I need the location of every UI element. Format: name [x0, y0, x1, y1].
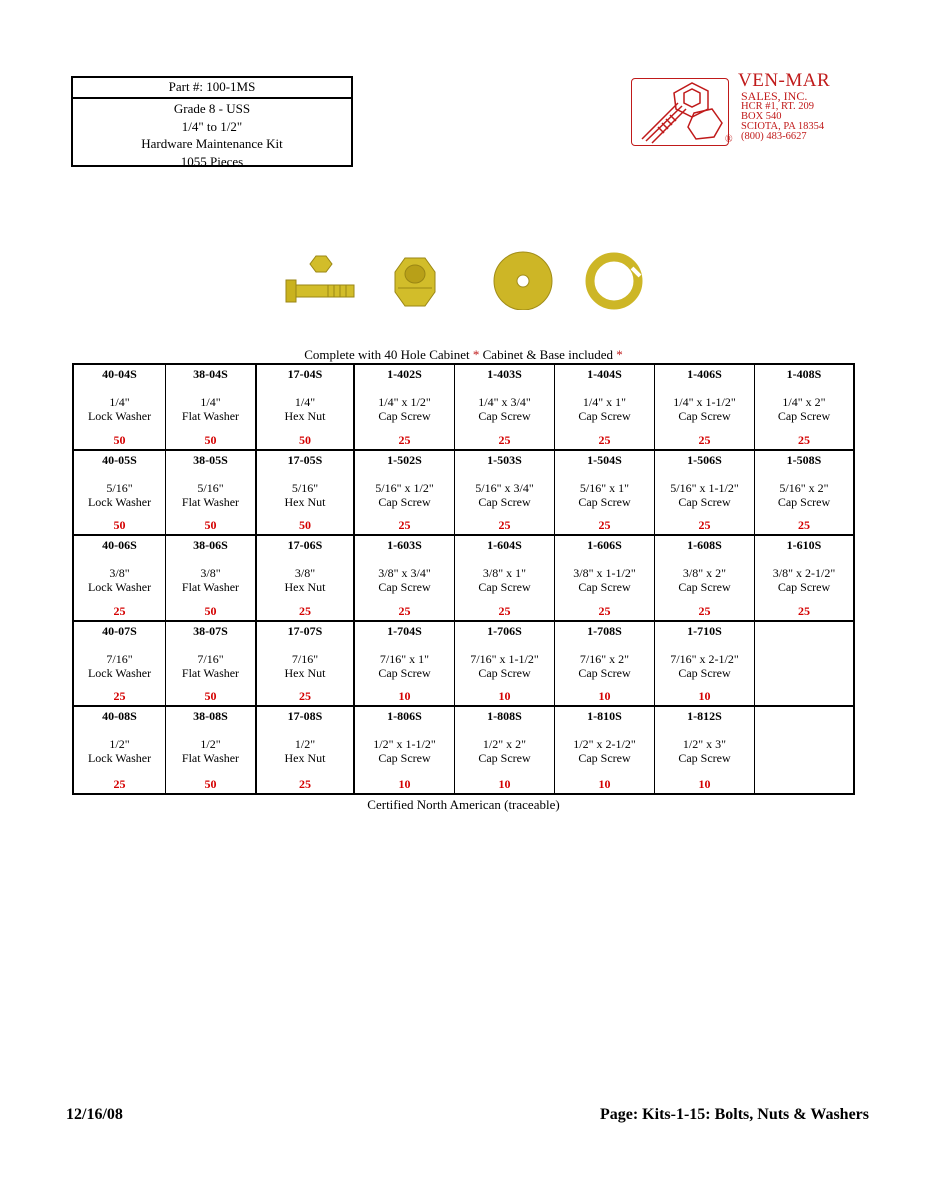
part-code: 1-704S [387, 623, 422, 638]
part-quantity: 25 [698, 518, 711, 533]
part-code: 40-04S [102, 367, 137, 381]
part-code: 1-408S [786, 367, 822, 381]
part-cell [455, 622, 555, 708]
part-cell [455, 707, 555, 793]
part-cell [655, 707, 755, 793]
part-size: 3/8" [200, 566, 221, 581]
flat-washer-icon [494, 252, 552, 310]
part-quantity: 50 [204, 603, 217, 618]
part-size: 1/4" [294, 395, 316, 409]
part-cell [257, 365, 355, 451]
part-code: 1-504S [587, 452, 622, 467]
part-quantity: 25 [498, 603, 511, 618]
part-quantity: 50 [204, 689, 217, 704]
part-quantity: 25 [113, 603, 126, 618]
part-quantity: 50 [204, 776, 217, 791]
part-size: 3/8" [294, 566, 316, 581]
part-code: 1-406S [687, 367, 722, 381]
part-description: Cap Screw [777, 409, 831, 423]
part-code: 1-706S [487, 623, 522, 638]
part-size: 3/8" x 1" [482, 566, 527, 581]
part-size: 3/8" x 1-1/2" [573, 566, 636, 581]
certified-caption: Certified North American (traceable) [367, 797, 560, 812]
part-quantity: 10 [598, 689, 611, 704]
caption-star: * [616, 347, 623, 362]
part-code [755, 622, 853, 625]
part-quantity: 25 [698, 603, 711, 618]
part-size: 7/16" [291, 651, 319, 666]
part-quantity: 10 [498, 776, 511, 791]
piece-count-line: 1055 Pieces [180, 153, 244, 169]
cabinet-caption [0, 347, 927, 363]
part-quantity: 25 [299, 689, 311, 704]
cabinet-caption-text: Complete with 40 Hole Cabinet [304, 347, 470, 362]
part-size: 5/16" x 3/4" [475, 480, 534, 495]
footer-page-label: Page: Kits-1-15: Bolts, Nuts & Washers [599, 1106, 869, 1123]
part-description: Cap Screw [578, 751, 631, 766]
part-quantity: 25 [113, 776, 126, 791]
part-cell [455, 536, 555, 622]
part-size: 1/4" x 2" [782, 395, 826, 409]
kit-name-line: Hardware Maintenance Kit [141, 136, 283, 151]
part-size: 1/2" x 3" [682, 737, 727, 752]
part-code: 17-06S [287, 538, 323, 553]
part-quantity: 10 [698, 776, 711, 791]
part-cell [74, 365, 166, 451]
part-size: 1/2" [200, 737, 221, 752]
part-description: Cap Screw [478, 751, 531, 766]
part-code: 40-05S [102, 452, 137, 467]
part-quantity: 10 [698, 689, 711, 704]
part-code: 1-710S [687, 623, 722, 638]
kit-info-box [71, 76, 353, 167]
part-cell [455, 451, 555, 537]
lock-washer-icon [590, 257, 640, 305]
bolt-nut-logo-icon [631, 78, 729, 146]
part-cell [257, 536, 355, 622]
part-code: 40-06S [102, 538, 137, 553]
size-range-line: 1/4" to 1/2" [181, 118, 243, 134]
part-cell [257, 707, 355, 793]
part-code: 1-604S [487, 538, 522, 553]
logo-address-line: BOX 540 [741, 111, 782, 122]
part-cell [655, 622, 755, 708]
part-size: 1/2" [109, 737, 130, 752]
part-description: Hex Nut [284, 751, 326, 766]
part-size: 1/4" x 3/4" [478, 395, 531, 409]
part-cell [166, 451, 257, 537]
part-size: 5/16" [197, 480, 224, 495]
part-quantity: 25 [113, 689, 126, 704]
part-quantity: 25 [299, 603, 311, 618]
part-description: Hex Nut [284, 409, 326, 423]
part-cell [755, 365, 853, 451]
part-quantity: 25 [598, 518, 611, 533]
part-size: 5/16" [106, 480, 133, 495]
part-cell [355, 622, 455, 708]
part-cell [655, 536, 755, 622]
part-code: 1-506S [687, 452, 722, 467]
part-description: Cap Screw [378, 409, 431, 423]
part-size: 7/16" [106, 651, 133, 666]
part-cell [257, 451, 355, 537]
part-size: 5/16" x 1-1/2" [670, 480, 739, 495]
grade-line: Grade 8 - USS [173, 101, 251, 116]
part-description: Cap Screw [478, 494, 531, 509]
part-description: Cap Screw [678, 409, 731, 423]
part-quantity: 25 [798, 603, 810, 618]
part-quantity: 25 [498, 518, 511, 533]
part-code: 17-04S [287, 367, 323, 381]
part-description: Lock Washer [87, 494, 152, 509]
part-cell [166, 536, 257, 622]
part-quantity: 50 [113, 518, 126, 533]
caption-star: * [472, 347, 480, 362]
part-size: 1/2" x 2-1/2" [573, 737, 636, 752]
part-size: 5/16" x 1" [579, 480, 630, 495]
part-description: Flat Washer [181, 665, 240, 680]
logo-address-line: SCIOTA, PA 18354 [741, 121, 825, 132]
part-description: Cap Screw [378, 665, 431, 680]
part-size: 3/8" x 2" [682, 566, 727, 581]
part-description: Flat Washer [181, 580, 240, 595]
part-code: 40-07S [102, 623, 137, 638]
part-code: 40-08S [102, 709, 137, 724]
part-size: 5/16" x 1/2" [375, 480, 434, 495]
part-size: 1/2" x 2" [482, 737, 527, 752]
part-code: 1-608S [687, 538, 722, 553]
part-cell [655, 365, 755, 451]
part-cell [655, 451, 755, 537]
part-quantity: 25 [398, 603, 411, 618]
part-code: 38-06S [193, 538, 228, 553]
part-cell [755, 451, 853, 537]
part-size: 3/8" x 2-1/2" [772, 566, 836, 581]
part-size: 7/16" x 2" [579, 651, 630, 666]
part-quantity: 25 [398, 432, 411, 447]
part-description: Hex Nut [284, 665, 326, 680]
parts-illustration [280, 250, 650, 310]
logo-company-sub: SALES, INC. [741, 89, 808, 103]
part-code: 38-04S [193, 367, 228, 381]
part-cell [257, 622, 355, 708]
part-size: 7/16" x 2-1/2" [670, 651, 739, 666]
part-description: Lock Washer [87, 665, 152, 680]
part-cell [755, 707, 853, 793]
part-description: Cap Screw [678, 494, 731, 509]
part-cell [555, 622, 655, 708]
hex-bolt-icon [286, 256, 354, 302]
part-size: 1/2" x 1-1/2" [373, 737, 436, 752]
part-description: Cap Screw [777, 580, 831, 595]
part-description: Hex Nut [284, 494, 326, 509]
part-size: 7/16" [197, 651, 224, 666]
part-cell [755, 536, 853, 622]
part-code: 17-07S [287, 623, 323, 638]
part-description: Hex Nut [284, 580, 326, 595]
part-size: 5/16" x 2" [779, 480, 829, 495]
part-quantity: 10 [398, 689, 411, 704]
part-quantity: 50 [204, 432, 217, 447]
part-cell [74, 451, 166, 537]
part-description: Cap Screw [378, 494, 431, 509]
part-size: 7/16" x 1-1/2" [470, 651, 539, 666]
part-cell [355, 365, 455, 451]
footer-date: 12/16/08 [66, 1106, 123, 1123]
part-description: Cap Screw [578, 665, 631, 680]
part-description: Cap Screw [678, 580, 731, 595]
part-description: Lock Washer [87, 580, 152, 595]
part-code: 1-502S [387, 452, 422, 467]
part-quantity: 50 [113, 432, 126, 447]
part-quantity: 25 [498, 432, 511, 447]
part-size: 1/4" x 1-1/2" [673, 395, 736, 409]
part-quantity: 25 [698, 432, 711, 447]
part-quantity: 10 [398, 776, 411, 791]
logo-company-name: VEN-MAR [738, 70, 831, 91]
part-cell [355, 451, 455, 537]
part-code: 38-07S [193, 623, 228, 638]
part-code: 17-05S [287, 452, 323, 467]
part-code: 1-810S [587, 709, 622, 724]
part-code: 1-404S [587, 367, 622, 381]
part-size: 1/4" [109, 395, 130, 409]
part-code: 1-508S [786, 452, 822, 467]
part-size: 5/16" [291, 480, 319, 495]
part-size: 1/2" [294, 737, 316, 752]
part-cell [74, 536, 166, 622]
part-cell [166, 707, 257, 793]
parts-grid [72, 363, 855, 795]
registered-mark: ® [725, 134, 733, 145]
part-quantity: 50 [204, 518, 217, 533]
part-quantity: 25 [299, 776, 311, 791]
part-cell [166, 365, 257, 451]
part-quantity: 25 [798, 518, 810, 533]
part-description: Lock Washer [87, 751, 152, 766]
hex-nut-icon [395, 258, 435, 306]
part-size: 3/8" [109, 566, 130, 581]
part-description: Flat Washer [181, 409, 240, 423]
company-logo [631, 72, 861, 152]
part-code: 1-503S [487, 452, 522, 467]
part-code: 1-808S [487, 709, 522, 724]
part-quantity: 25 [598, 432, 611, 447]
part-code: 38-08S [193, 709, 228, 724]
cabinet-base-text: Cabinet & Base included [479, 347, 617, 362]
part-cell [555, 707, 655, 793]
part-description: Lock Washer [87, 409, 152, 423]
part-code: 1-806S [387, 709, 422, 724]
part-description: Cap Screw [478, 665, 531, 680]
logo-phone: (800) 483-6627 [741, 131, 807, 142]
part-size: 1/4" [200, 395, 221, 409]
part-description: Flat Washer [181, 494, 240, 509]
part-size: 7/16" x 1" [379, 651, 430, 666]
part-size: 3/8" x 3/4" [378, 566, 431, 581]
part-code [755, 707, 853, 710]
part-quantity: 10 [598, 776, 611, 791]
part-size: 1/4" x 1/2" [378, 395, 431, 409]
part-cell [555, 365, 655, 451]
part-number: Part #: 100-1MS [73, 78, 351, 99]
part-cell [555, 536, 655, 622]
part-quantity: 50 [299, 432, 311, 447]
part-cell [555, 451, 655, 537]
part-description: Cap Screw [578, 580, 631, 595]
part-quantity: 10 [498, 689, 511, 704]
part-description: Cap Screw [478, 409, 531, 423]
part-cell [755, 622, 853, 708]
part-description: Cap Screw [578, 409, 631, 423]
part-cell [355, 707, 455, 793]
logo-address-line: HCR #1, RT. 209 [741, 101, 814, 112]
part-cell [455, 365, 555, 451]
part-description: Cap Screw [777, 494, 831, 509]
part-description: Cap Screw [678, 665, 731, 680]
part-size: 1/4" x 1" [582, 395, 627, 409]
part-code: 1-610S [786, 538, 822, 553]
part-code: 17-08S [287, 709, 323, 724]
part-code: 38-05S [193, 452, 228, 467]
part-cell [74, 622, 166, 708]
part-code: 1-603S [387, 538, 422, 553]
part-code: 1-708S [587, 623, 622, 638]
part-code: 1-403S [487, 367, 522, 381]
part-code: 1-402S [387, 367, 422, 381]
part-code: 1-606S [587, 538, 622, 553]
part-cell [166, 622, 257, 708]
part-description: Cap Screw [478, 580, 531, 595]
part-quantity: 25 [398, 518, 411, 533]
part-cell [355, 536, 455, 622]
part-quantity: 25 [798, 432, 810, 447]
part-description: Cap Screw [578, 494, 631, 509]
part-quantity: 25 [598, 603, 611, 618]
part-description: Cap Screw [378, 580, 431, 595]
part-code: 1-812S [687, 709, 722, 724]
part-description: Cap Screw [678, 751, 731, 766]
part-cell [74, 707, 166, 793]
part-quantity: 50 [299, 518, 311, 533]
part-description: Cap Screw [378, 751, 431, 766]
part-description: Flat Washer [181, 751, 240, 766]
